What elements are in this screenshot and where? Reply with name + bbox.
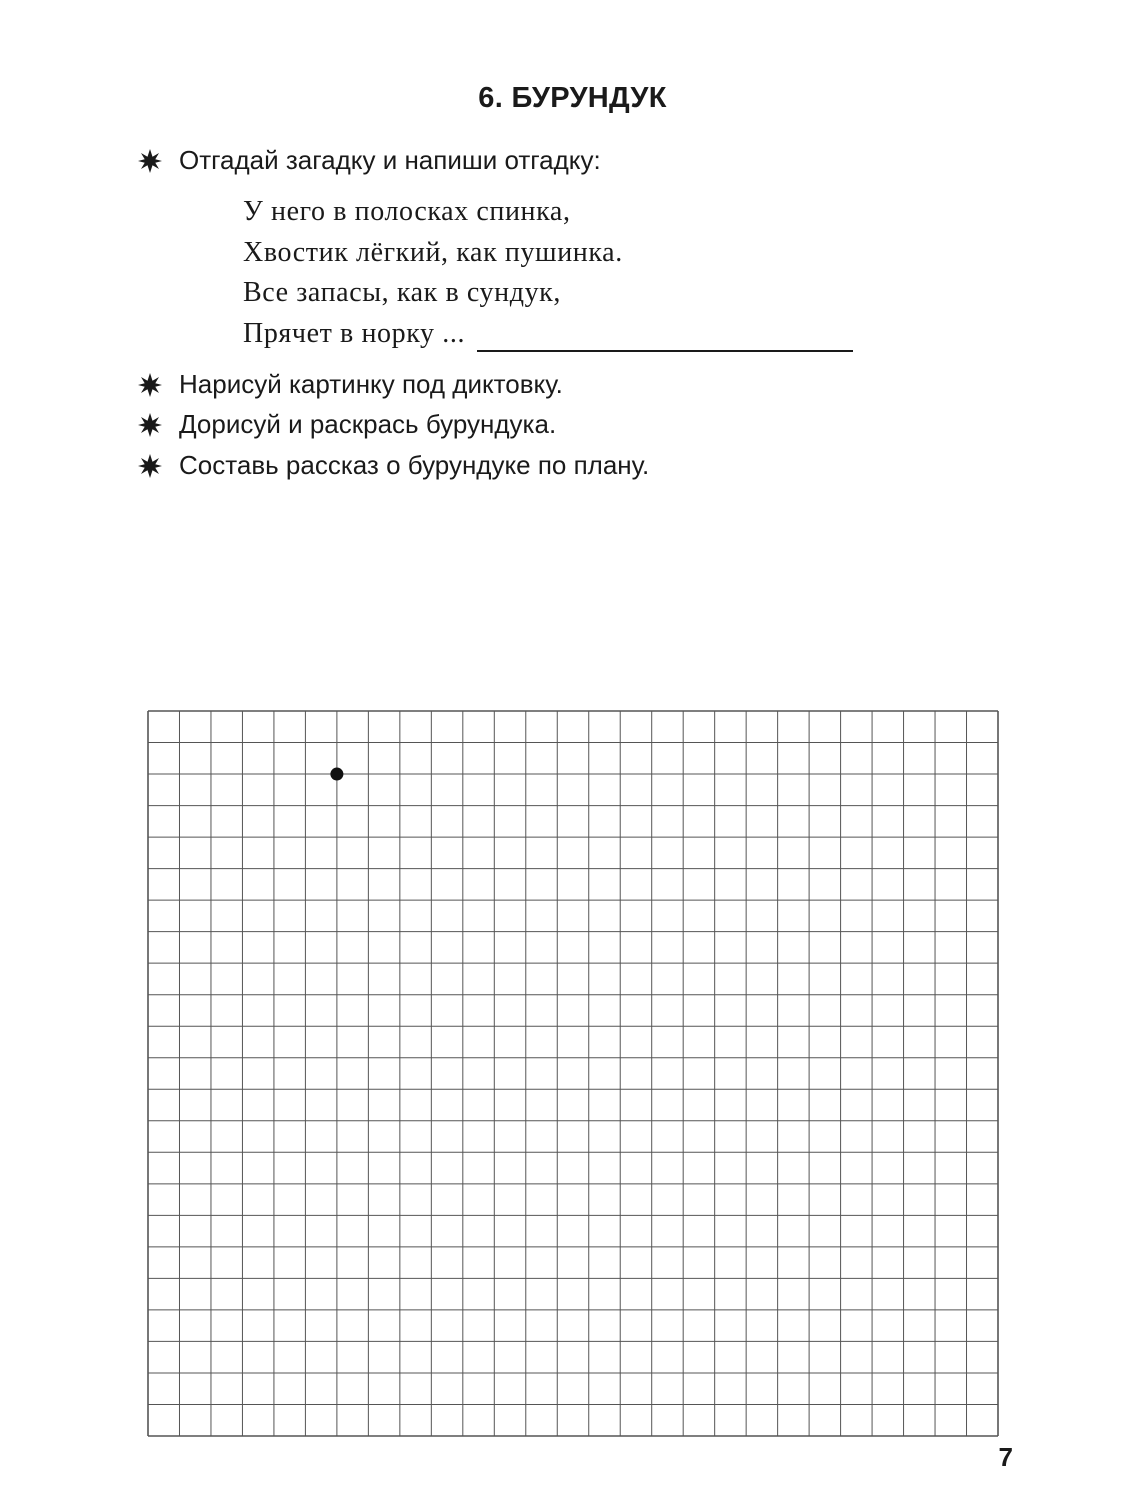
task-item-color (137, 409, 556, 440)
star-bullet-icon (137, 148, 163, 174)
riddle-answer-blank[interactable] (477, 324, 853, 352)
star-bullet-icon (137, 453, 163, 479)
start-dot (330, 768, 343, 781)
grid-canvas[interactable] (147, 710, 999, 1437)
star-bullet-icon (137, 412, 163, 438)
riddle-poem (243, 192, 853, 354)
riddle-line: Прячет в норку ... (243, 317, 466, 349)
drawing-grid[interactable] (147, 710, 999, 1437)
page-title: 6. БУРУНДУК (478, 82, 667, 114)
riddle-line: Хвостик лёгкий, как пушинка. (243, 236, 623, 268)
star-bullet-icon (137, 372, 163, 398)
page-number: 7 (998, 1442, 1013, 1472)
task-item-story (137, 450, 649, 481)
task-label: Составь рассказ о бурундуке по плану. (179, 450, 650, 480)
task-item-riddle (137, 145, 601, 176)
task-item-dictation (137, 369, 563, 400)
task-label: Отгадай загадку и напиши отгадку: (179, 145, 601, 175)
task-label: Дорисуй и раскрась бурундука. (179, 409, 557, 439)
task-label: Нарисуй картинку под диктовку. (179, 369, 563, 399)
riddle-last-line (243, 314, 853, 355)
riddle-line: У него в полосках спинка, (243, 196, 571, 227)
riddle-line: Все запасы, как в сундук, (243, 277, 561, 308)
